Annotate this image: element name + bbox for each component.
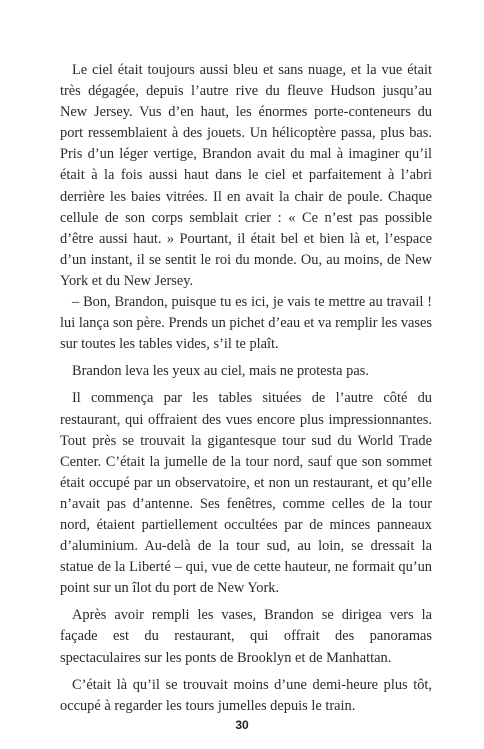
paragraph-2: – Bon, Brandon, puisque tu es ici, je vais te mettre au travail ! lui lança son père. Prends un pichet d’eau et va remplir les vases sur toutes les tables vides, s’il te plaît. [60,294,432,353]
paragraph-3: Brandon leva les yeux au ciel, mais ne protesta pas. [72,363,369,380]
paragraph-4: Il commença par les tables situées de l’autre côté du restaurant, qui offraient des vues encore plus impressionnantes. Tout près se trouvait la gigantesque tour sud du World Trade Center. C’était la jumelle de la tour nord, sauf que son sommet était occupé par un observatoire, et non un restaurant, et qu’elle n’avait pas d’antenne. Ses fenêtres, comme celles de la tour nord, étaient partiellement occultées par de minces panneaux d’aluminium. Au-delà de la tour sud, au loin, se dressait la statue de la Liberté – qui, vue de cette hauteur, ne formait qu’un point sur un îlot du port de New York. [60,390,432,597]
paragraph-1: Le ciel était toujours aussi bleu et sans nuage, et la vue était très dégagée, depuis l’autre rive du fleuve Hudson jusqu’au New Jersey. Vus d’en haut, les énormes porte-conteneurs du port ressemblaient à des jouets. Un hélicoptère passa, plus bas. Pris d’un léger vertige, Brandon avait du mal à imaginer qu’il était à la fois aussi haut dans le ciel et parfaitement à l’abri derrière les baies vitrées. Il en avait la chair de poule. Chaque cellule de son corps semblait crier : « Ce n’est pas possible d’être aussi haut. » Pourtant, il était bel et bien là et, l’espace d’un instant, il se sentit le roi du monde. Ou, au moins, de New York et du New Jersey. [60,62,432,289]
body-text [60,60,432,717]
paragraph-6: C’était là qu’il se trouvait moins d’une demi-heure plus tôt, occupé à regarder les tours jumelles depuis le train. [60,676,432,714]
paragraph-5: Après avoir rempli les vases, Brandon se dirigea vers la façade est du restaurant, qui offrait des panoramas spectaculaires sur les ponts de Brooklyn et de Manhattan. [60,607,432,666]
page-number: 30 [235,718,249,732]
